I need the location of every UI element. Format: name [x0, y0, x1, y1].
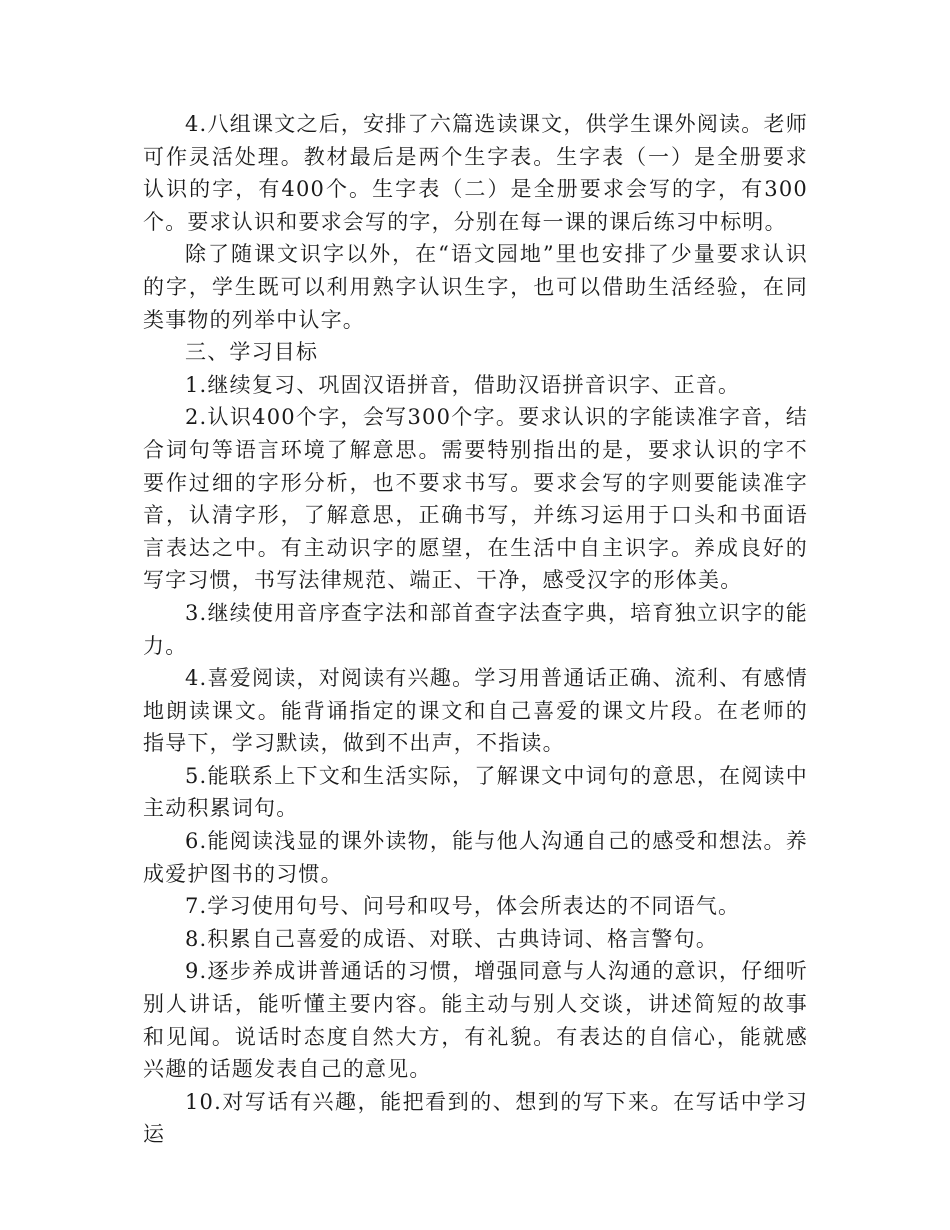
- paragraph-2: 除了随课文识字以外，在“语文园地”里也安排了少量要求认识的字，学生既可以利用熟字认识生字，也可以借助生活经验，在同类事物的列举中认字。: [143, 242, 808, 332]
- goal-item-10: 10.对写话有兴趣，能把看到的、想到的写下来。在写话中学习运: [143, 1089, 808, 1147]
- goal-item-9: 9.逐步养成讲普通话的习惯，增强同意与人沟通的意识，仔细听别人讲话，能听懂主要内容。能主动与别人交谈，讲述简短的故事和见闻。说话时态度自然大方，有礼貌。有表达的自信心，能就感兴趣的话题发表自己的意见。: [143, 959, 808, 1082]
- paragraph-1: 4.八组课文之后，安排了六篇选读课文，供学生课外阅读。老师可作灵活处理。教材最后是两个生字表。生字表（一）是全册要求认识的字，有400个。生字表（二）是全册要求会写的字，有300个。要求认识和要求会写的字，分别在每一课的课后练习中标明。: [143, 112, 808, 234]
- goal-item-7: 7.学习使用句号、问号和叹号，体会所表达的不同语气。: [185, 894, 741, 919]
- goal-item-3: 3.继续使用音序查字法和部首查字法查字典，培育独立识字的能力。: [143, 600, 808, 658]
- section-heading: 三、学习目标: [185, 340, 319, 365]
- document-body: [143, 108, 808, 1151]
- goal-item-2: 2.认识400个字，会写300个字。要求认识的字能读准字音，结合词句等语言环境了解意思。需要特别指出的是，要求认识的字不要作过细的字形分析，也不要求书写。要求会写的字则要能读准字音，认清字形，了解意思，正确书写，并练习运用于口头和书面语言表达之中。有主动识字的愿望，在生活中自主识字。养成良好的写字习惯，书写法律规范、端正、干净，感受汉字的形体美。: [143, 405, 808, 593]
- goal-item-5: 5.能联系上下文和生活实际，了解课文中词句的意思，在阅读中主动积累词句。: [143, 763, 808, 821]
- goal-item-1: 1.继续复习、巩固汉语拼音，借助汉语拼音识字、正音。: [185, 372, 741, 397]
- goal-item-4: 4.喜爱阅读，对阅读有兴趣。学习用普通话正确、流利、有感情地朗读课文。能背诵指定的课文和自己喜爱的课文片段。在老师的指导下，学习默读，做到不出声，不指读。: [143, 666, 808, 756]
- goal-item-8: 8.积累自己喜爱的成语、对联、古典诗词、格言警句。: [185, 926, 719, 951]
- goal-item-6: 6.能阅读浅显的课外读物，能与他人沟通自己的感受和想法。养成爱护图书的习惯。: [143, 829, 808, 886]
